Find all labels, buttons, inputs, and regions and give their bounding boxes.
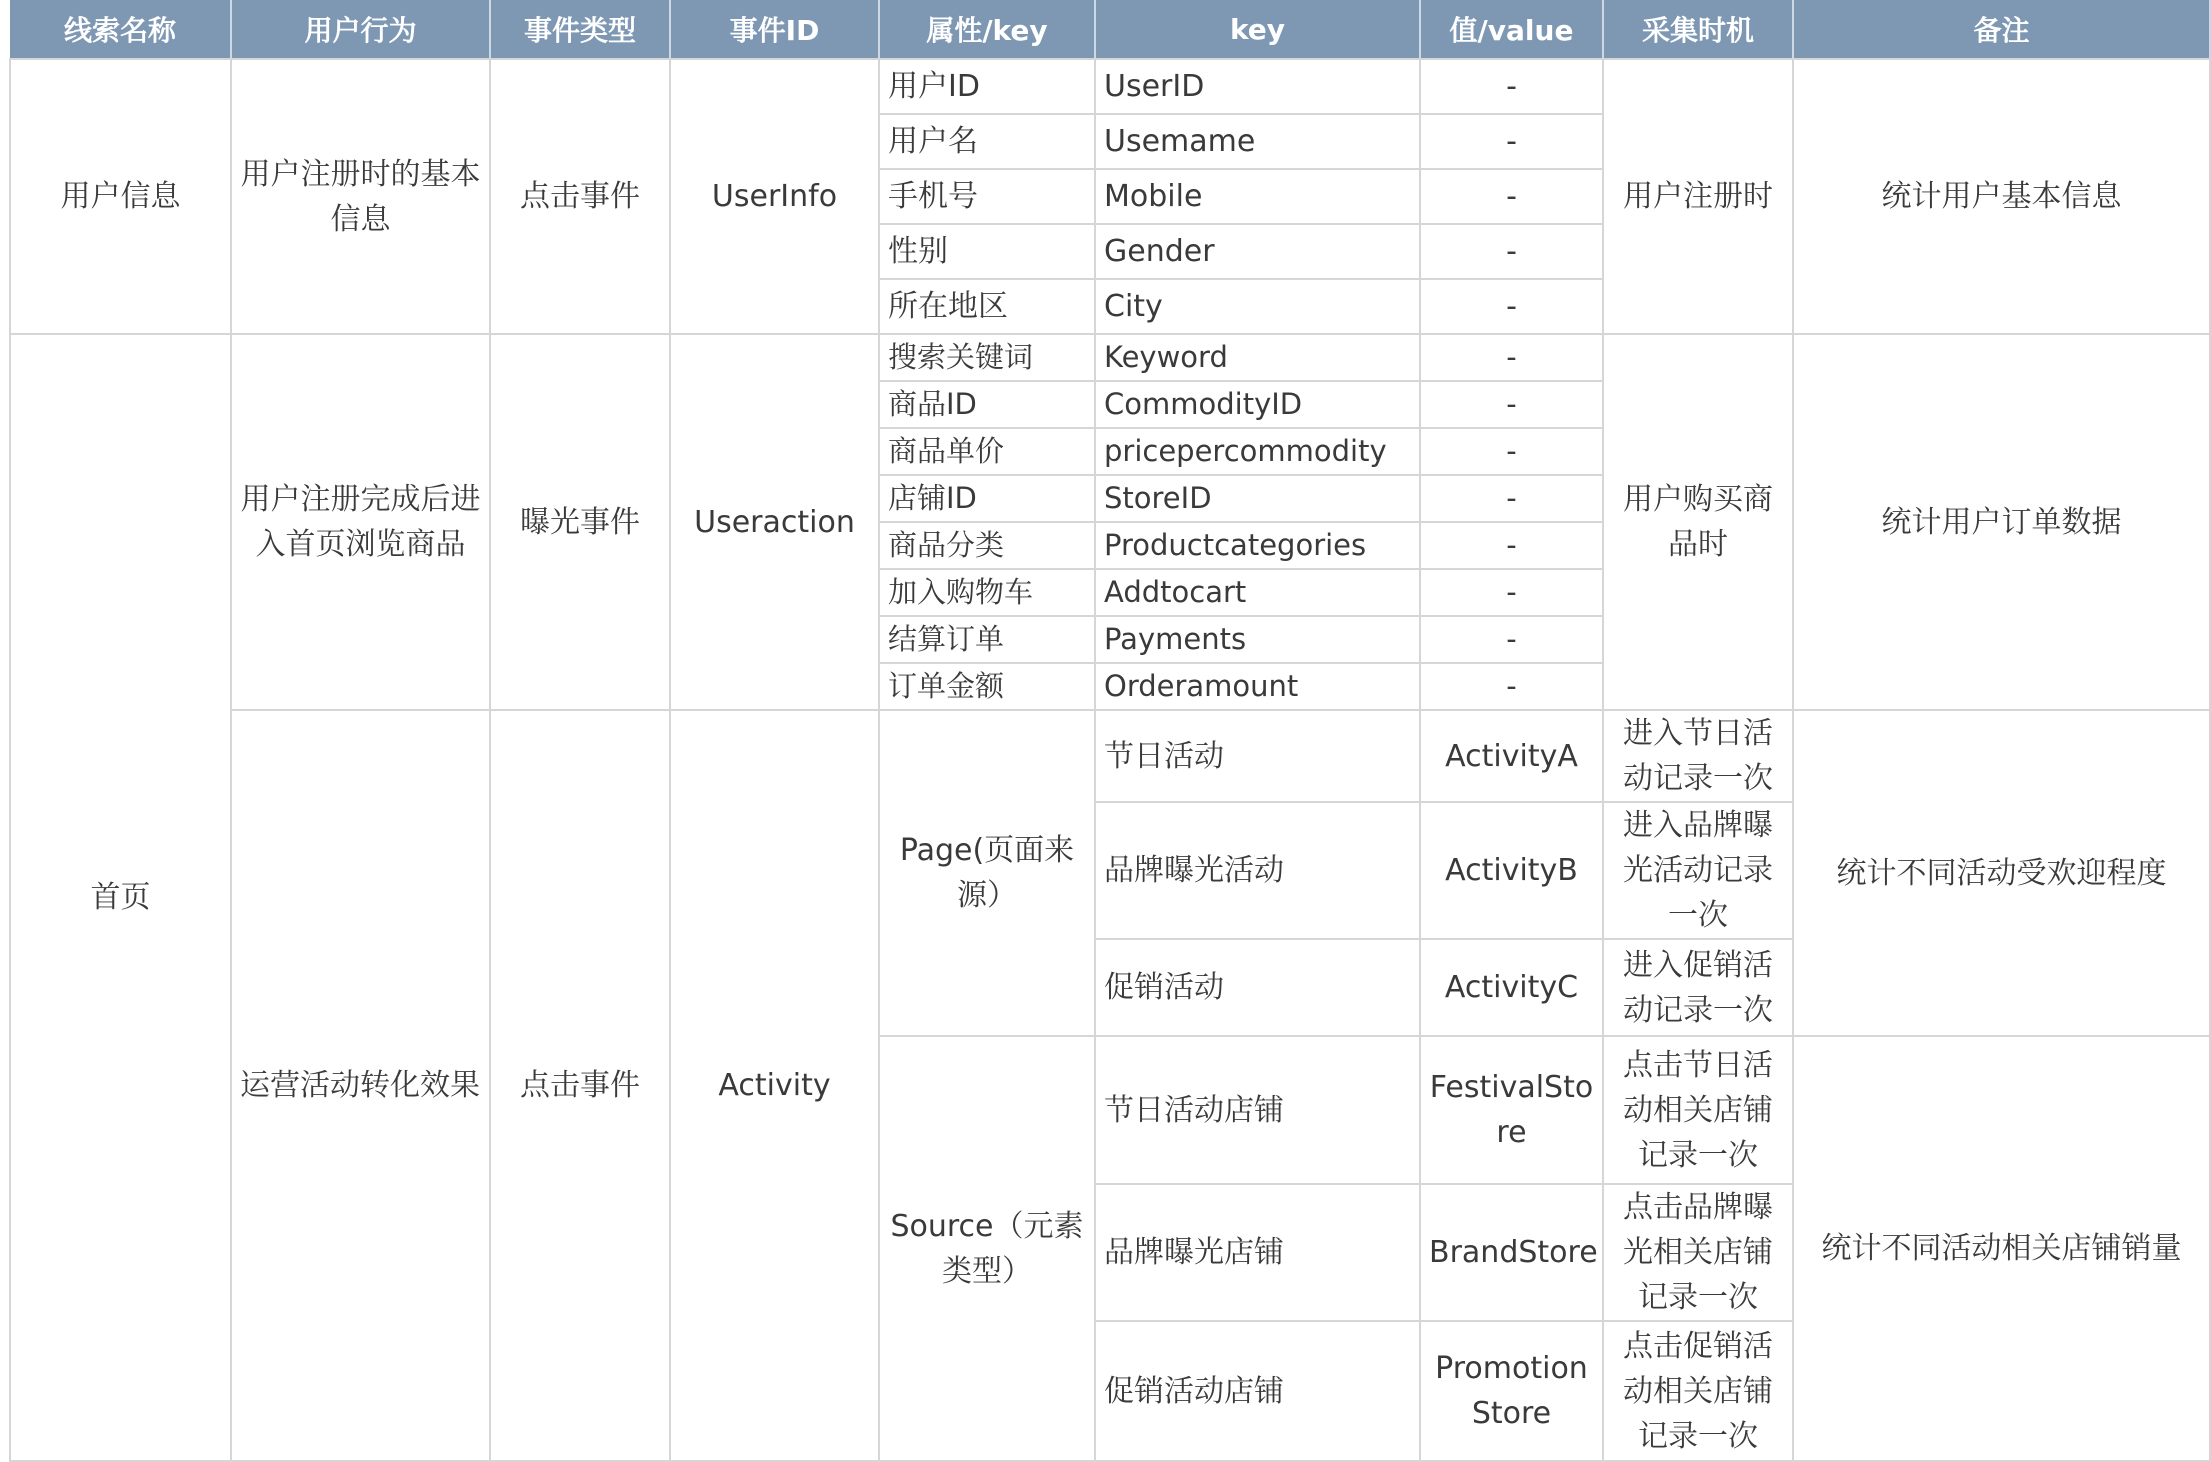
- cell-key[interactable]: Gender: [1095, 224, 1420, 279]
- cell-key[interactable]: pricepercommodity: [1095, 428, 1420, 475]
- cell-attribute[interactable]: 用户ID: [879, 59, 1095, 114]
- col-header-value[interactable]: 值/value: [1420, 0, 1603, 59]
- cell-value[interactable]: -: [1420, 334, 1603, 381]
- col-header-clue[interactable]: 线索名称: [10, 0, 231, 59]
- cell-attribute[interactable]: Page(页面来源）: [879, 710, 1095, 1036]
- cell-attribute[interactable]: 商品分类: [879, 522, 1095, 569]
- cell-timing[interactable]: 用户注册时: [1603, 59, 1793, 334]
- col-header-behavior[interactable]: 用户行为: [231, 0, 490, 59]
- cell-behavior[interactable]: 用户注册时的基本信息: [231, 59, 490, 334]
- cell-clue[interactable]: 首页: [10, 334, 231, 1461]
- cell-value[interactable]: -: [1420, 169, 1603, 224]
- cell-key[interactable]: 节日活动: [1095, 710, 1420, 802]
- cell-attribute[interactable]: 商品ID: [879, 381, 1095, 428]
- cell-timing[interactable]: 点击节日活动相关店铺记录一次: [1603, 1036, 1793, 1184]
- cell-value[interactable]: BrandStore: [1420, 1184, 1603, 1321]
- cell-key[interactable]: StoreID: [1095, 475, 1420, 522]
- cell-value[interactable]: -: [1420, 224, 1603, 279]
- cell-value[interactable]: FestivalStore: [1420, 1036, 1603, 1184]
- cell-key[interactable]: Productcategories: [1095, 522, 1420, 569]
- cell-key[interactable]: 品牌曝光店铺: [1095, 1184, 1420, 1321]
- cell-value[interactable]: -: [1420, 522, 1603, 569]
- cell-remark[interactable]: 统计用户订单数据: [1793, 334, 2210, 710]
- cell-value[interactable]: -: [1420, 381, 1603, 428]
- cell-value[interactable]: ActivityC: [1420, 939, 1603, 1036]
- cell-value[interactable]: -: [1420, 114, 1603, 169]
- cell-remark[interactable]: 统计不同活动相关店铺销量: [1793, 1036, 2210, 1461]
- cell-value[interactable]: ActivityA: [1420, 710, 1603, 802]
- cell-timing[interactable]: 点击促销活动相关店铺记录一次: [1603, 1321, 1793, 1461]
- cell-attribute[interactable]: 用户名: [879, 114, 1095, 169]
- cell-key[interactable]: CommodityID: [1095, 381, 1420, 428]
- col-header-attribute[interactable]: 属性/key: [879, 0, 1095, 59]
- cell-timing[interactable]: 进入节日活动记录一次: [1603, 710, 1793, 802]
- cell-attribute[interactable]: 所在地区: [879, 279, 1095, 334]
- cell-attribute[interactable]: Source（元素类型）: [879, 1036, 1095, 1461]
- cell-key[interactable]: Orderamount: [1095, 663, 1420, 710]
- cell-attribute[interactable]: 搜索关键词: [879, 334, 1095, 381]
- cell-remark[interactable]: 统计用户基本信息: [1793, 59, 2210, 334]
- cell-key[interactable]: 节日活动店铺: [1095, 1036, 1420, 1184]
- col-header-remark[interactable]: 备注: [1793, 0, 2210, 59]
- col-header-event-type[interactable]: 事件类型: [490, 0, 670, 59]
- table-row: [10, 334, 2210, 381]
- cell-timing[interactable]: 进入品牌曝光活动记录一次: [1603, 802, 1793, 939]
- table-row: [10, 710, 2210, 802]
- cell-attribute[interactable]: 商品单价: [879, 428, 1095, 475]
- cell-key[interactable]: Payments: [1095, 616, 1420, 663]
- cell-value[interactable]: -: [1420, 569, 1603, 616]
- cell-key[interactable]: 品牌曝光活动: [1095, 802, 1420, 939]
- cell-key[interactable]: UserID: [1095, 59, 1420, 114]
- col-header-key[interactable]: key: [1095, 0, 1420, 59]
- cell-attribute[interactable]: 手机号: [879, 169, 1095, 224]
- cell-key[interactable]: Mobile: [1095, 169, 1420, 224]
- cell-timing[interactable]: 点击品牌曝光相关店铺记录一次: [1603, 1184, 1793, 1321]
- cell-key[interactable]: Addtocart: [1095, 569, 1420, 616]
- cell-value[interactable]: Promotion Store: [1420, 1321, 1603, 1461]
- cell-remark[interactable]: 统计不同活动受欢迎程度: [1793, 710, 2210, 1036]
- cell-value[interactable]: -: [1420, 59, 1603, 114]
- cell-attribute[interactable]: 结算订单: [879, 616, 1095, 663]
- cell-value[interactable]: -: [1420, 475, 1603, 522]
- cell-value[interactable]: ActivityB: [1420, 802, 1603, 939]
- cell-key[interactable]: City: [1095, 279, 1420, 334]
- cell-value[interactable]: -: [1420, 616, 1603, 663]
- cell-event-type[interactable]: 点击事件: [490, 59, 670, 334]
- cell-attribute[interactable]: 加入购物车: [879, 569, 1095, 616]
- cell-behavior[interactable]: 用户注册完成后进入首页浏览商品: [231, 334, 490, 710]
- cell-event-id[interactable]: Activity: [670, 710, 879, 1461]
- col-header-event-id[interactable]: 事件ID: [670, 0, 879, 59]
- cell-attribute[interactable]: 店铺ID: [879, 475, 1095, 522]
- cell-event-id[interactable]: Useraction: [670, 334, 879, 710]
- event-tracking-table: [9, 0, 2211, 1462]
- cell-value[interactable]: -: [1420, 428, 1603, 475]
- cell-key[interactable]: Keyword: [1095, 334, 1420, 381]
- table-row: [10, 59, 2210, 114]
- cell-attribute[interactable]: 性别: [879, 224, 1095, 279]
- cell-timing[interactable]: 进入促销活动记录一次: [1603, 939, 1793, 1036]
- cell-event-type[interactable]: 点击事件: [490, 710, 670, 1461]
- cell-behavior[interactable]: 运营活动转化效果: [231, 710, 490, 1461]
- cell-value[interactable]: -: [1420, 663, 1603, 710]
- cell-event-type[interactable]: 曝光事件: [490, 334, 670, 710]
- cell-key[interactable]: 促销活动: [1095, 939, 1420, 1036]
- cell-attribute[interactable]: 订单金额: [879, 663, 1095, 710]
- cell-timing[interactable]: 用户购买商品时: [1603, 334, 1793, 710]
- cell-value[interactable]: -: [1420, 279, 1603, 334]
- cell-event-id[interactable]: UserInfo: [670, 59, 879, 334]
- cell-clue[interactable]: 用户信息: [10, 59, 231, 334]
- col-header-timing[interactable]: 采集时机: [1603, 0, 1793, 59]
- cell-key[interactable]: 促销活动店铺: [1095, 1321, 1420, 1461]
- header-row: [10, 0, 2210, 59]
- cell-key[interactable]: Usemame: [1095, 114, 1420, 169]
